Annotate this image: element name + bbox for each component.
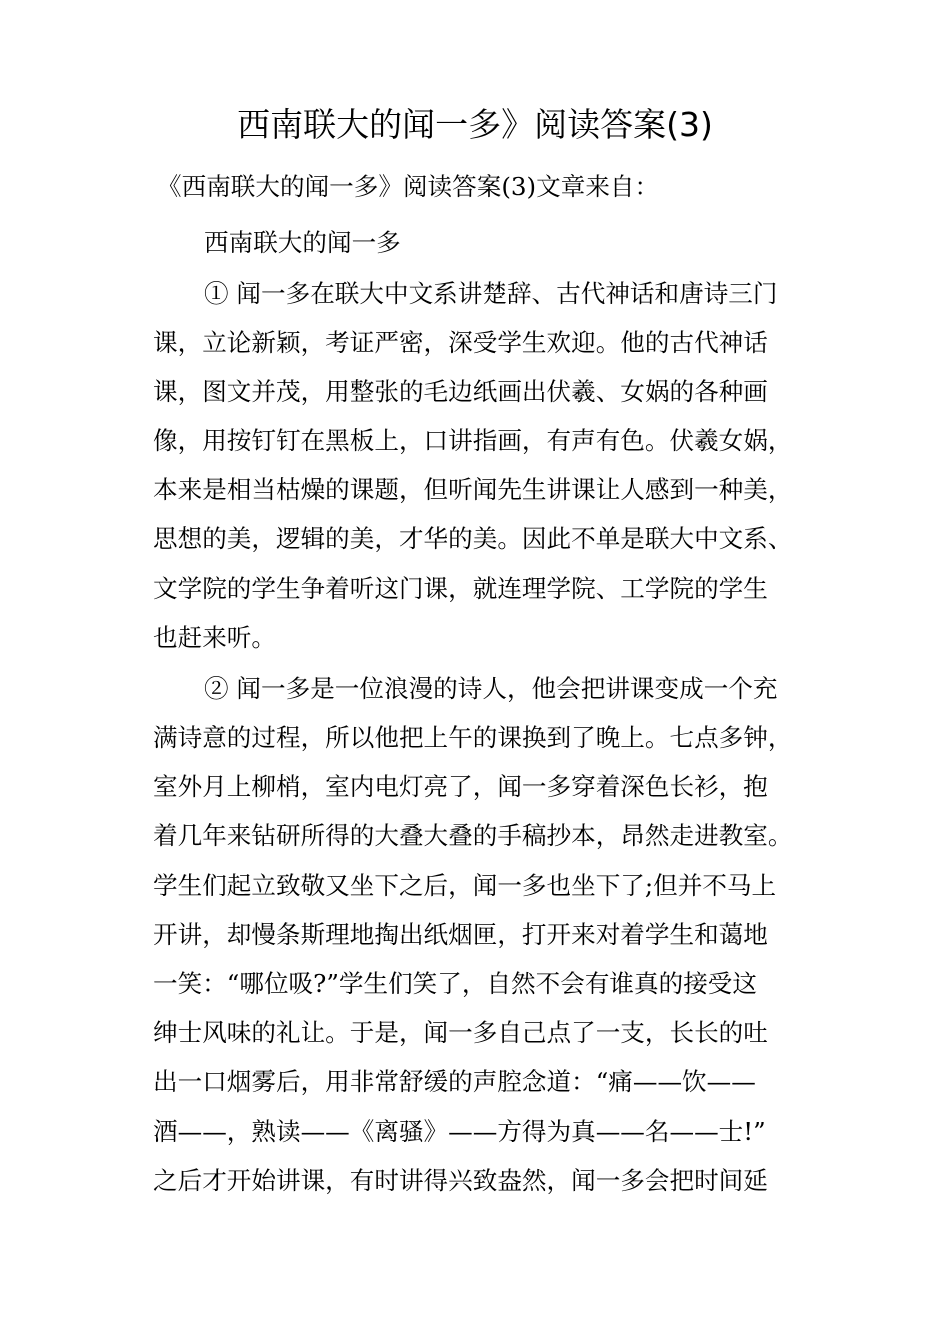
paragraph-line: 课，立论新颖，考证严密，深受学生欢迎。他的古代神话 xyxy=(153,328,768,357)
paragraph-line: 开讲，却慢条斯理地掏出纸烟匣，打开来对着学生和蔼地 xyxy=(153,920,768,949)
paragraph-line: 一笑：“哪位吸?”学生们笑了，自然不会有谁真的接受这 xyxy=(153,969,757,998)
paragraph-line: 酒——，熟读——《离骚》——方得为真——名——士!” xyxy=(153,1117,766,1146)
article-title: 西南联大的闻一多 xyxy=(204,228,401,257)
document-title: 西南联大的闻一多》阅读答案(3) xyxy=(237,105,713,144)
paragraph-line: 满诗意的过程，所以他把上午的课换到了晚上。七点多钟， xyxy=(153,723,793,752)
paragraph-line: 本来是相当枯燥的课题，但听闻先生讲课让人感到一种美， xyxy=(153,475,793,504)
paragraph-line: 着几年来钻研所得的大叠大叠的手稿抄本，昂然走进教室。 xyxy=(153,821,793,850)
paragraph-line: 课，图文并茂，用整张的毛边纸画出伏羲、女娲的各种画 xyxy=(153,377,768,406)
paragraph-line: 绅士风味的礼让。于是，闻一多自己点了一支，长长的吐 xyxy=(153,1018,768,1047)
paragraph-line: ① 闻一多在联大中文系讲楚辞、古代神话和唐诗三门 xyxy=(204,279,778,308)
paragraph-line: 也赶来听。 xyxy=(153,623,276,652)
paragraph-line: 文学院的学生争着听这门课，就连理学院、工学院的学生 xyxy=(153,574,768,603)
source-line: 《西南联大的闻一多》阅读答案(3)文章来自： xyxy=(157,172,660,201)
paragraph-line: 出一口烟雾后，用非常舒缓的声腔念道：“痛——饮—— xyxy=(153,1067,756,1096)
paragraph-line: ② 闻一多是一位浪漫的诗人，他会把讲课变成一个充 xyxy=(204,674,778,703)
paragraph-line: 室外月上柳梢，室内电灯亮了，闻一多穿着深色长衫，抱 xyxy=(153,772,768,801)
paragraph-line: 学生们起立致敬又坐下之后，闻一多也坐下了;但并不马上 xyxy=(153,871,777,900)
paragraph-line: 思想的美，逻辑的美，才华的美。因此不单是联大中文系、 xyxy=(153,524,793,553)
paragraph-line: 之后才开始讲课，有时讲得兴致盎然，闻一多会把时间延 xyxy=(153,1166,768,1195)
paragraph-line: 像，用按钉钉在黑板上，口讲指画，有声有色。伏羲女娲， xyxy=(153,426,793,455)
